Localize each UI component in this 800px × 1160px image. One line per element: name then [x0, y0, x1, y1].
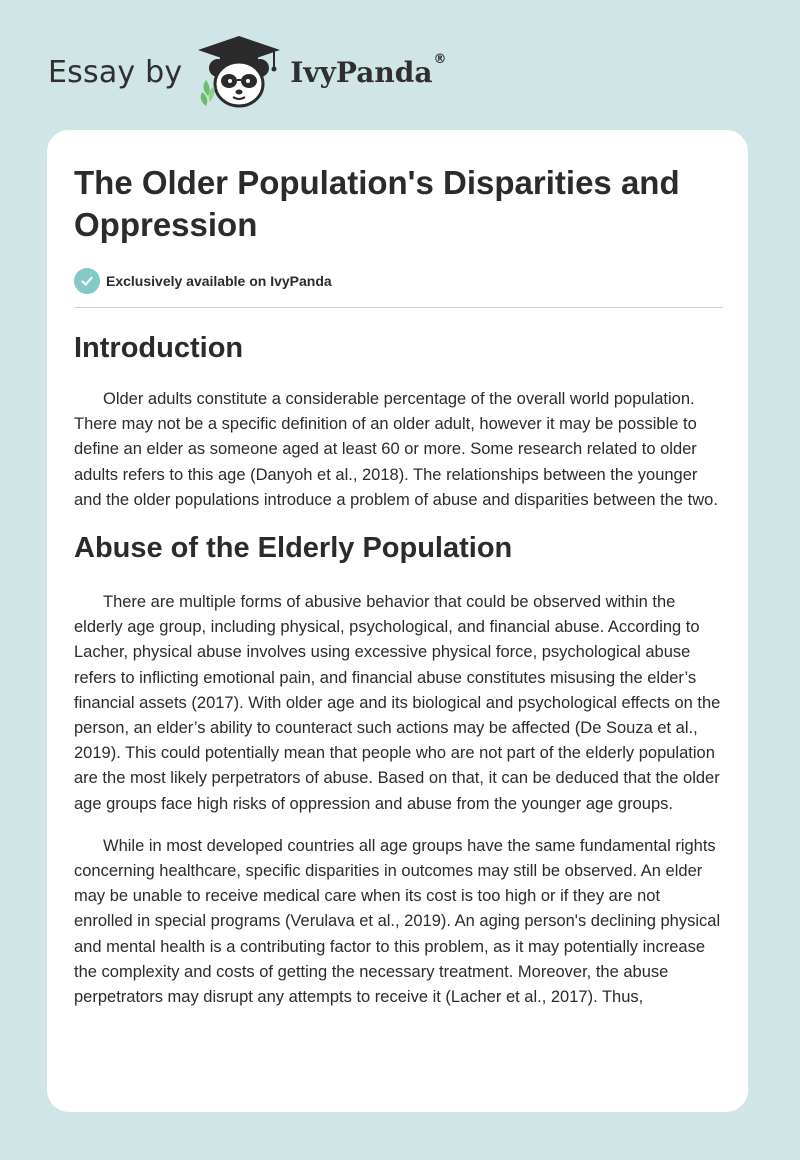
section-abuse — [74, 530, 722, 1010]
check-circle-icon — [74, 268, 100, 294]
registered-mark: ® — [433, 51, 447, 67]
exclusive-label: Exclusively available on IvyPanda — [106, 273, 332, 289]
paragraph: There are multiple forms of abusive behavior that could be observed within the elderly age group, including physical, psychological, and financial abuse. According to Lacher, physical abuse involves using excessive physical force, psychological abuse refers to inflicting emotional pain, and financial abuse constitutes misusing the elder’s financial assets (2017). With older age and its biological and psychological effects on the person, an elder’s ability to counteract such actions may be affected (De Souza et al., 2019). This could potentially mean that people who are not part of the elderly population are the most likely perpetrators of abuse. Based on that, it can be deduced that the older age groups face high risks of oppression and abuse from the younger age groups. — [74, 593, 721, 813]
section-heading: Introduction — [74, 332, 244, 364]
brand-name: IvyPanda® — [290, 51, 447, 89]
site-logo[interactable] — [48, 34, 446, 110]
essay-card — [47, 130, 748, 1112]
paragraph: While in most developed countries all age groups have the same fundamental rights concerning healthcare, specific disparities in outcomes may still be observed. An elder may be unable to receive medical care when its cost is too high or if they are not enrolled in special programs (Verulava et al., 2019). An aging person's declining physical and mental health is a contributing factor to this problem, as it may potentially increase the complexity and costs of getting the necessary treatment. Moreover, the abuse perpetrators may disrupt any attempts to receive it (Lacher et al., 2017). Thus, — [74, 836, 721, 1007]
section-introduction — [74, 330, 722, 513]
panda-graduate-icon — [196, 34, 282, 110]
divider — [74, 307, 723, 308]
essay-title: The Older Population's Disparities and Oppression — [74, 164, 680, 243]
brand-prefix: Essay by — [48, 54, 183, 90]
paragraph: Older adults constitute a considerable percentage of the overall world population. There may not be a specific definition of an older adult, however it may be possible to define an elder as someone aged at least 60 or more. Some research related to older adults refers to this age (Danyoh et al., 2018). The relationships between the younger and the older populations introduce a problem of abuse and disparities between the two. — [74, 390, 718, 509]
exclusive-badge — [74, 267, 722, 295]
section-heading: Abuse of the Elderly Population — [74, 532, 513, 565]
